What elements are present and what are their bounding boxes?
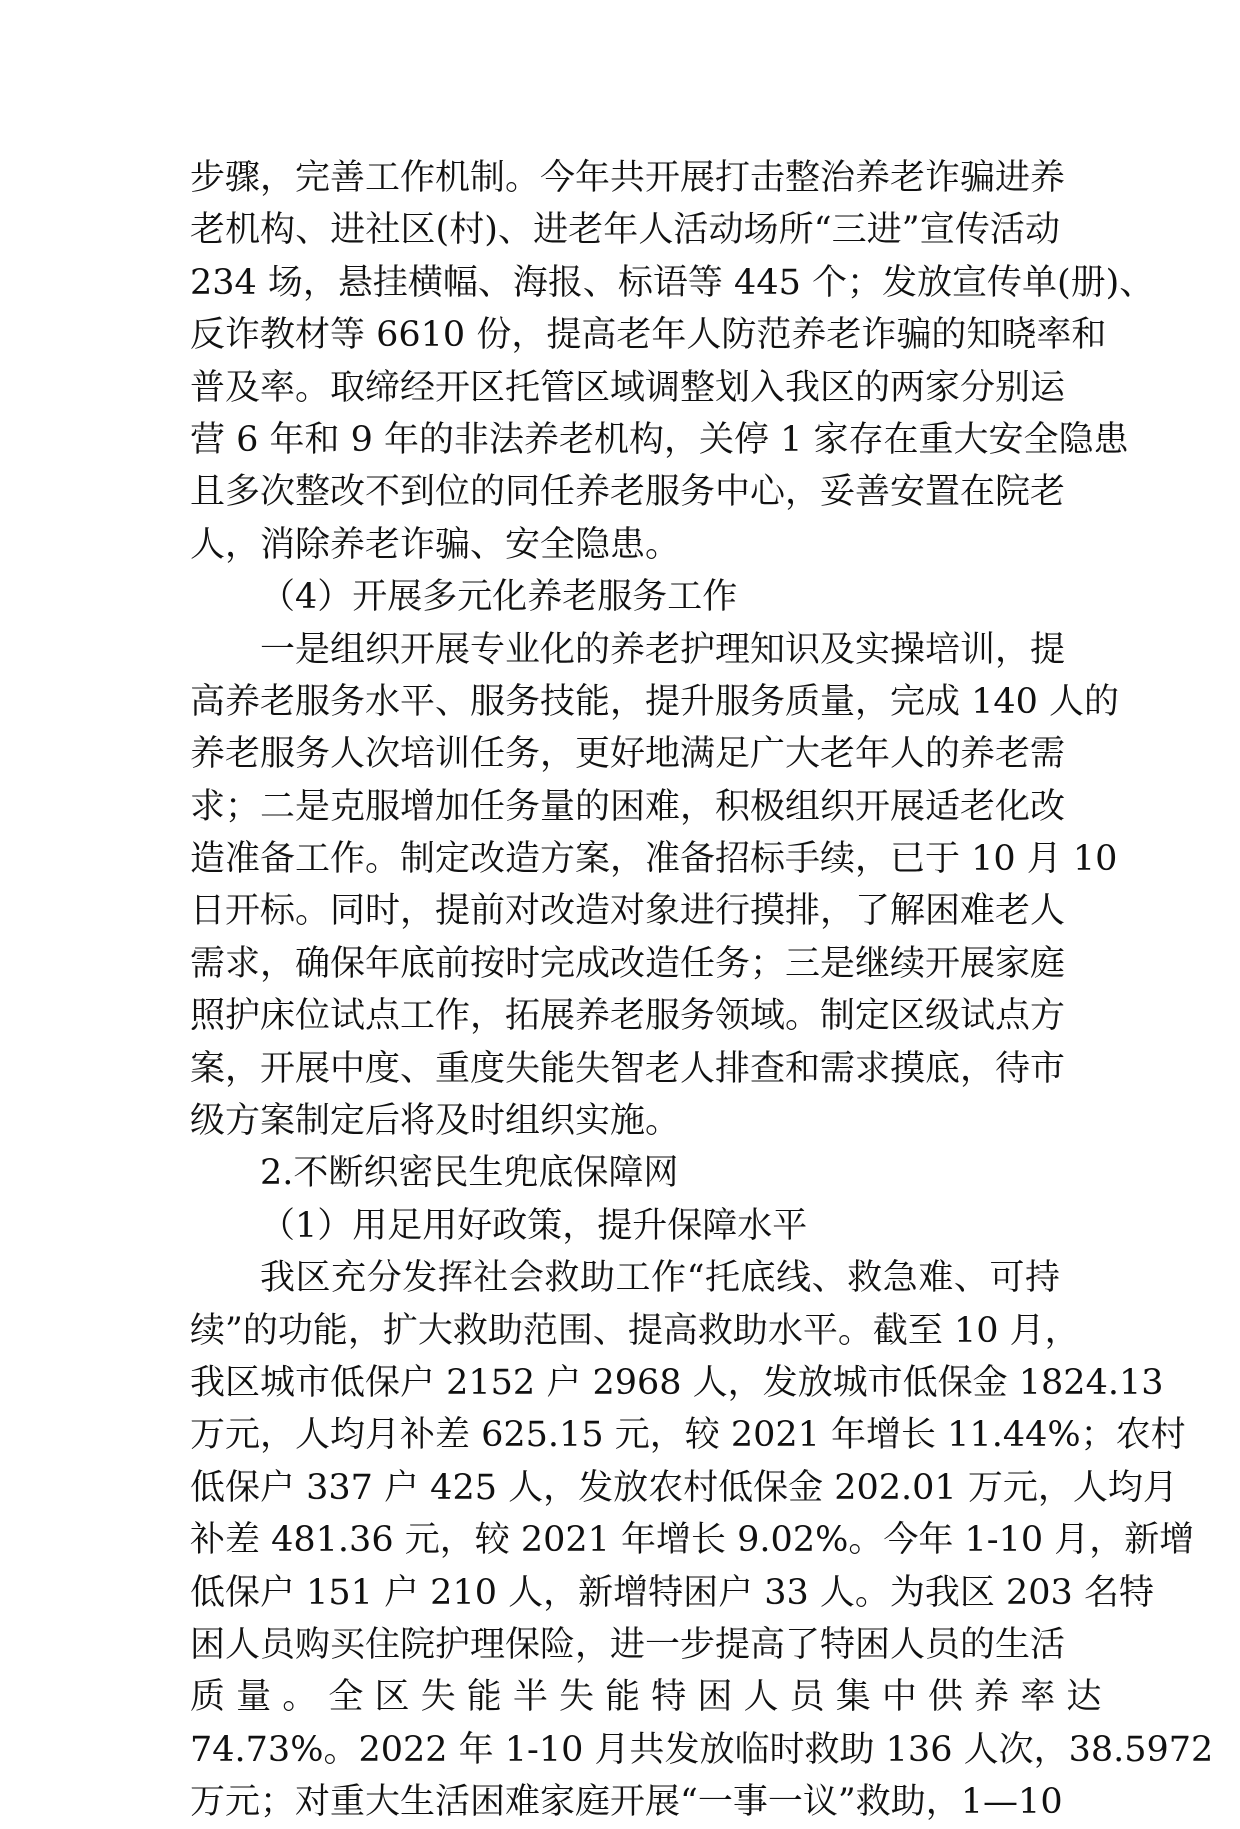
text-line: 照护床位试点工作，拓展养老服务领域。制定区级试点方 <box>190 996 1066 1037</box>
text-line: 补差 481.36 元，较 2021 年增长 9.02%。今年 1-10 月，新增 <box>190 1520 1195 1561</box>
text-line: 营 6 年和 9 年的非法养老机构，关停 1 家存在重大安全隐患 <box>190 419 1129 460</box>
text-line: 续”的功能，扩大救助范围、提高救助水平。截至 10 月， <box>190 1310 1080 1351</box>
text-line: 级方案制定后将及时组织实施。 <box>190 1101 681 1142</box>
text-line: 反诈教材等 6610 份，提高老年人防范养老诈骗的知晓率和 <box>190 315 1107 356</box>
text-line: 低保户 151 户 210 人，新增特困户 33 人。为我区 203 名特 <box>190 1572 1154 1613</box>
text-line: 求；二是克服增加任务量的困难，积极组织开展适老化改 <box>190 786 1066 827</box>
section-heading: （4）开展多元化养老服务工作 <box>260 577 738 618</box>
section-heading: 2.不断织密民生兜底保障网 <box>260 1153 679 1194</box>
text-line: 普及率。取缔经开区托管区域调整划入我区的两家分别运 <box>190 367 1066 408</box>
text-line: 造准备工作。制定改造方案，准备招标手续，已于 10 月 10 <box>190 839 1118 880</box>
text-line: 万元，人均月补差 625.15 元，较 2021 年增长 11.44%；农村 <box>190 1415 1186 1456</box>
text-line: 日开标。同时，提前对改造对象进行摸排，了解困难老人 <box>190 891 1066 932</box>
text-line: 低保户 337 户 425 人，发放农村低保金 202.01 万元，人均月 <box>190 1467 1178 1508</box>
text-line: 困人员购买住院护理保险，进一步提高了特困人员的生活 <box>190 1624 1066 1665</box>
text-line: 需求，确保年底前按时完成改造任务；三是继续开展家庭 <box>190 943 1066 984</box>
text-line: 人，消除养老诈骗、安全隐患。 <box>190 524 681 565</box>
text-line: 我区城市低保户 2152 户 2968 人，发放城市低保金 1824.13 <box>190 1362 1164 1403</box>
text-line: 案，开展中度、重度失能失智老人排查和需求摸底，待市 <box>190 1048 1066 1089</box>
text-line: 且多次整改不到位的同任养老服务中心，妥善安置在院老 <box>190 472 1066 513</box>
text-line: 74.73%。2022 年 1-10 月共发放临时救助 136 人次，38.5972 <box>190 1729 1214 1770</box>
text-line: 高养老服务水平、服务技能，提升服务质量，完成 140 人的 <box>190 681 1120 722</box>
text-line: 质 量 。 全 区 失 能 半 失 能 特 困 人 员 集 中 供 养 率 达 <box>190 1677 1102 1718</box>
text-line: 我区充分发挥社会救助工作“托底线、救急难、可持 <box>260 1258 1060 1299</box>
text-line: 一是组织开展专业化的养老护理知识及实操培训，提 <box>260 629 1066 670</box>
text-line: 老机构、进社区(村)、进老年人活动场所“三进”宣传活动 <box>190 210 1060 251</box>
text-line: 万元；对重大生活困难家庭开展“一事一议”救助，1—10 <box>190 1782 1063 1823</box>
text-line: 234 场，悬挂横幅、海报、标语等 445 个；发放宣传单(册)、 <box>190 262 1155 303</box>
document-page <box>190 152 1214 1829</box>
text-line: 养老服务人次培训任务，更好地满足广大老年人的养老需 <box>190 734 1066 775</box>
section-heading: （1）用足用好政策，提升保障水平 <box>260 1205 808 1246</box>
text-line: 步骤，完善工作机制。今年共开展打击整治养老诈骗进养 <box>190 158 1066 198</box>
